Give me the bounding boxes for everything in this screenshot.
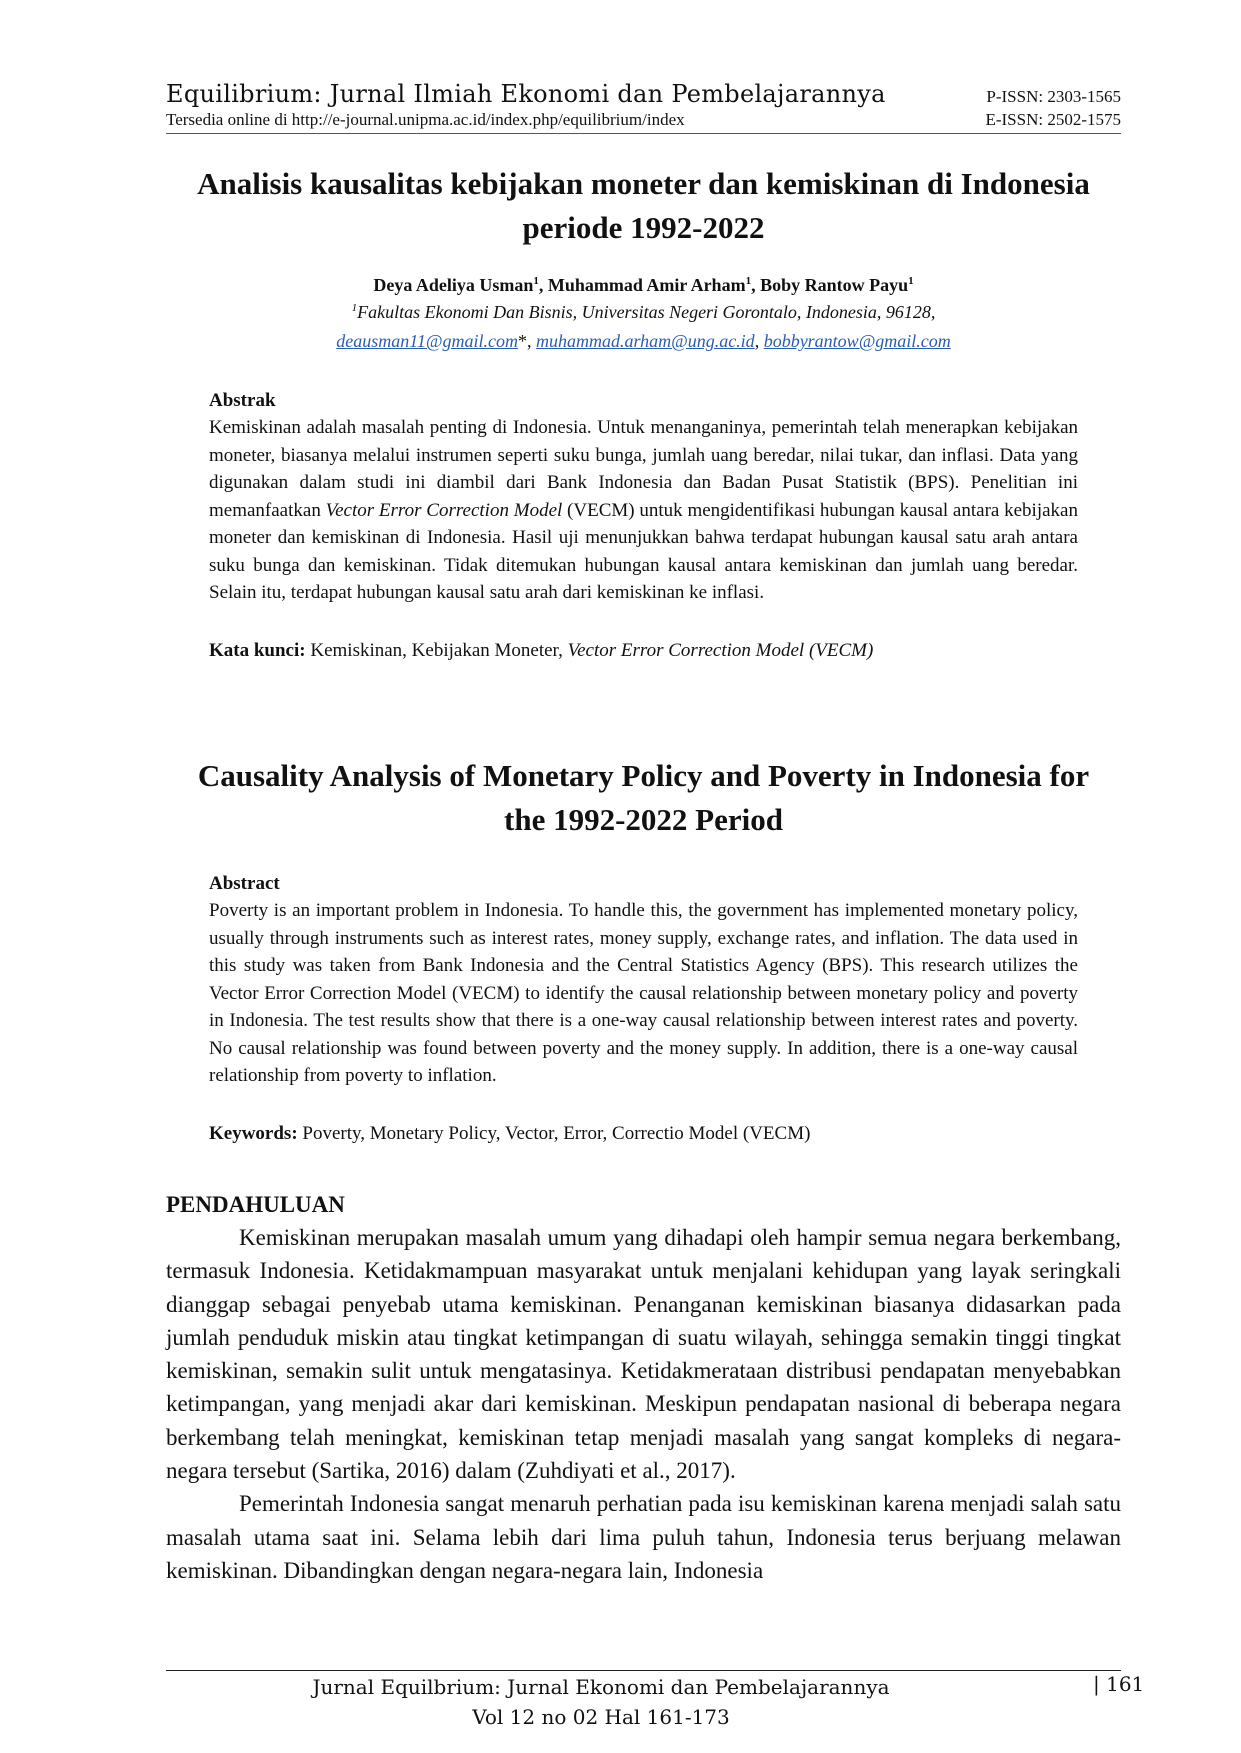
journal-name: Equilibrium: Jurnal Ilmiah Ekonomi dan Pembelajarannya [166, 80, 886, 108]
email-link-2[interactable]: muhammad.arham@ung.ac.id [535, 331, 755, 351]
keywords-en: Keywords: Poverty, Monetary Policy, Vector, Error, Correctio Model (VECM) [209, 1123, 811, 1144]
title-id-line1: Analisis kausalitas kebijakan moneter dan kemiskinan di Indonesia [197, 166, 1090, 201]
footer-journal: Jurnal Equilbrium: Jurnal Ekonomi dan Pembelajarannya [312, 1675, 890, 1699]
keywords-id: Kata kunci: Kemiskinan, Kebijakan Moneter, Vector Error Correction Model (VECM) [209, 640, 874, 661]
title-english [166, 754, 1121, 842]
author-2: Muhammad Amir Arham [547, 275, 746, 295]
title-indonesian [166, 162, 1121, 250]
section-heading-introduction: PENDAHULUAN [166, 1192, 345, 1217]
online-url[interactable]: Tersedia online di http://e-journal.unipma.ac.id/index.php/equilibrium/index [166, 110, 685, 129]
abstract-en-text: Poverty is an important problem in Indonesia. To handle this, the government has implemented monetary policy, usually through instruments such as interest rates, money supply, exchange rates, and inflation. The data used in this study was taken from Bank Indonesia and the Central Statistics Agency (BPS). This research utilizes the Vector Error Correction Model (VECM) to identify the causal relationship between monetary policy and poverty in Indonesia. The test results show that there is a one-way causal relationship between interest rates and poverty. No causal relationship was found between poverty and the money supply. In addition, there is a one-way causal relationship from poverty to inflation. [209, 900, 1078, 1086]
abstract-id-text: Kemiskinan adalah masalah penting di Indonesia. Untuk menanganinya, pemerintah telah menerapkan kebijakan moneter, biasanya melalui instrumen seperti suku bunga, jumlah uang beredar, nilai tukar, dan inflasi. Data yang digunakan dalam studi ini diambil dari Bank Indonesia dan Badan Pusat Statistik (BPS). Penelitian ini memanfaatkan Vector Error Correction Model (VECM) untuk mengidentifikasi hubungan kausal antara kebijakan moneter dan kemiskinan di Indonesia. Hasil uji menunjukkan bahwa terdapat hubungan kausal satu arah antara suku bunga dan kemiskinan. Tidak ditemukan hubungan kausal antara kemiskinan dan jumlah uang beredar. Selain itu, terdapat hubungan kausal satu arah dari kemiskinan ke inflasi. [209, 417, 1078, 603]
paragraph: Pemerintah Indonesia sangat menaruh perhatian pada isu kemiskinan karena menjadi salah satu masalah utama saat ini. Selama lebih dari lima puluh tahun, Indonesia terus berjuang melawan kemiskinan. Dibandingkan dengan negara-negara lain, Indonesia [166, 1491, 1121, 1583]
title-id-line2: periode 1992-2022 [522, 210, 765, 245]
introduction-body [166, 1221, 1121, 1587]
running-header [166, 80, 1121, 108]
footer-divider [166, 1670, 1121, 1671]
email-link-1[interactable]: deausman11@gmail.com [336, 331, 518, 351]
page-number: | 161 [1093, 1672, 1145, 1696]
author-emails: deausman11@gmail.com*, muhammad.arham@ung.ac.id, bobbyrantow@gmail.com [336, 331, 951, 351]
author-list: Deya Adeliya Usman$^1$, Muhammad Amir Arham$^1$, Boby Rantow Payu$^1$ [373, 275, 914, 295]
paragraph: Kemiskinan merupakan masalah umum yang dihadapi oleh hampir semua negara berkembang, termasuk Indonesia. Ketidakmampuan masyarakat untuk menjalani kehidupan yang layak seringkali dianggap sebagai penyebab utama kemiskinan. Penanganan kemiskinan biasanya didasarkan pada jumlah penduduk miskin atau tingkat ketimpangan di suatu wilayah, sehingga semakin tinggi tingkat kemiskinan, semakin sulit untuk mengatasinya. Ketidakmerataan distribusi pendapatan menyebabkan ketimpangan, yang menjadi akar dari kemiskinan. Meskipun pendapatan nasional di beberapa negara berkembang telah meningkat, kemiskinan tetap menjadi masalah yang sangat kompleks di negara-negara tersebut (Sartika, 2016) dalam (Zuhdiyati et al., 2017). [166, 1225, 1121, 1484]
abstract-id-heading: Abstrak [209, 390, 276, 411]
footer-volume: Vol 12 no 02 Hal 161-173 [472, 1705, 730, 1729]
print-issn: P-ISSN: 2303-1565 [986, 87, 1121, 106]
abstract-en-heading: Abstract [209, 873, 280, 894]
running-header-online [166, 110, 1121, 130]
title-en-line2: the 1992-2022 Period [504, 802, 783, 837]
email-link-3[interactable]: bobbyrantow@gmail.com [763, 331, 951, 351]
author-3: Boby Rantow Payu [760, 275, 909, 295]
affiliation: $^1$Fakultas Ekonomi Dan Bisnis, Universitas Negeri Gorontalo, Indonesia, 96128, [351, 302, 936, 322]
header-divider [166, 133, 1121, 134]
electronic-issn: E-ISSN: 2502-1575 [985, 110, 1121, 129]
running-footer [166, 1672, 1036, 1732]
title-en-line1: Causality Analysis of Monetary Policy and Poverty in Indonesia for [197, 758, 1090, 793]
author-1: Deya Adeliya Usman [373, 275, 534, 295]
